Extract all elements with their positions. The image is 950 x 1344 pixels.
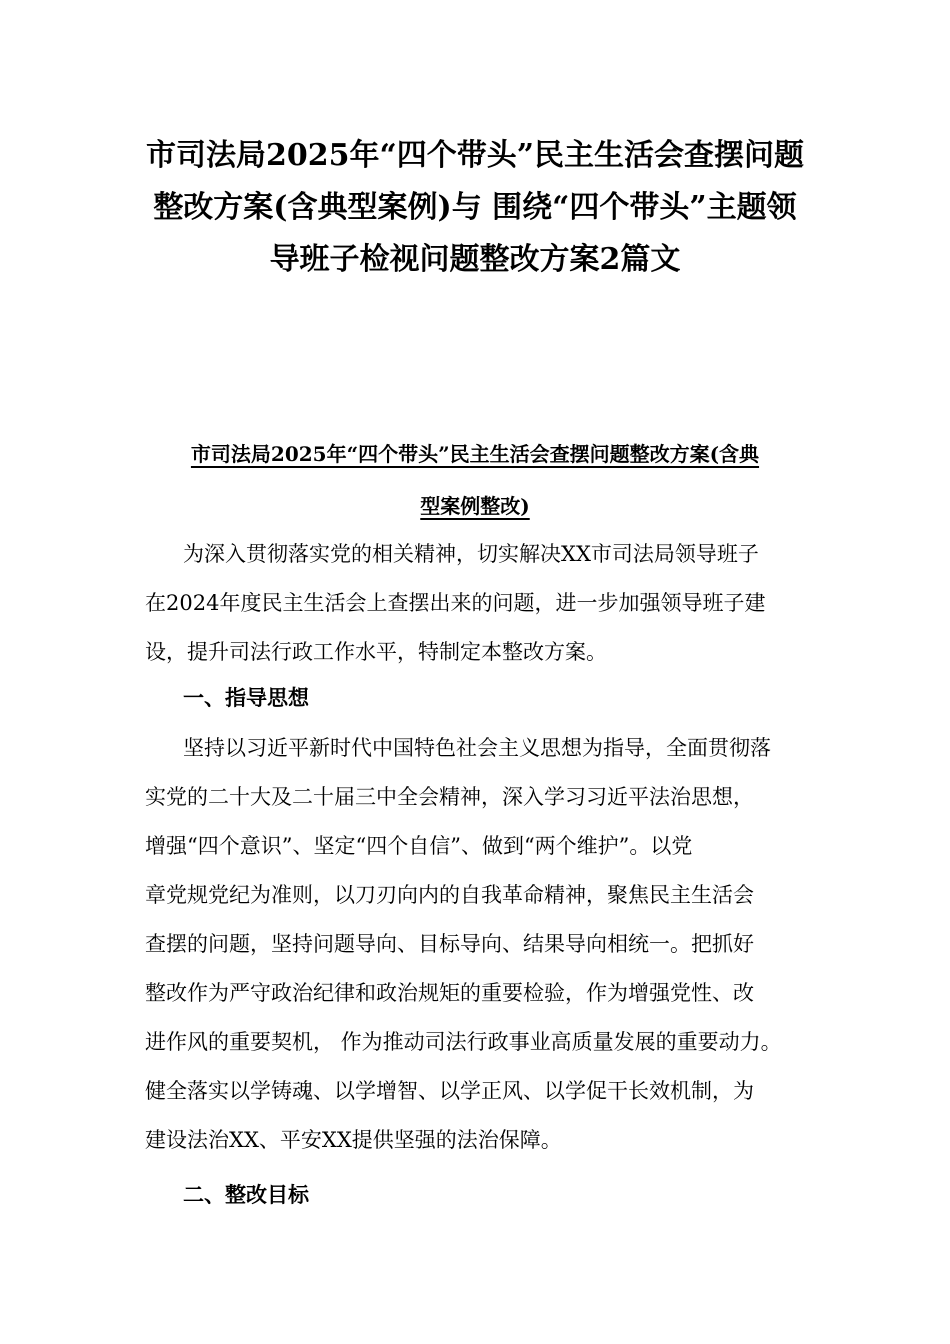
section-subtitle [130, 428, 820, 532]
title-line-2: 整改方案(含典型案例)与 围绕“四个带头”主题领 [153, 190, 797, 225]
section-1-line-8: 健全落实以学铸魂、以学增智、以学正风、以学促干长效机制，为 [145, 1079, 754, 1103]
subtitle-line-1: 市司法局2025年“四个带头”民主生活会查摆问题整改方案(含典 [190, 442, 760, 466]
intro-line-1: 为深入贯彻落实党的相关精神，切实解决XX市司法局领导班子 [183, 542, 759, 566]
section-1-line-4: 章党规党纪为准则，以刀刃向内的自我革命精神，聚焦民主生活会 [145, 883, 754, 907]
section-1-line-3: 增强“四个意识”、坚定“四个自信”、做到“两个维护”。以党 [145, 834, 693, 858]
intro-line-2: 在2024年度民主生活会上查摆出来的问题，进一步加强领导班子建 [145, 591, 766, 615]
section-1-paragraph [145, 724, 825, 1165]
intro-paragraph [145, 530, 825, 677]
intro-line-3: 设，提升司法行政工作水平，特制定本整改方案。 [145, 640, 607, 664]
section-1-line-5: 查摆的问题，坚持问题导向、目标导向、结果导向相统一。把抓好 [145, 932, 754, 956]
subtitle-line-2: 型案例整改) [420, 494, 530, 518]
section-1-line-2: 实党的二十大及二十届三中全会精神，深入学习习近平法治思想， [145, 785, 754, 809]
section-2-heading: 二、整改目标 [183, 1182, 309, 1207]
title-line-3: 导班子检视问题整改方案2篇文 [269, 242, 681, 277]
section-1-line-1: 坚持以习近平新时代中国特色社会主义思想为指导，全面贯彻落 [183, 736, 771, 760]
section-1-line-9: 建设法治XX、平安XX提供坚强的法治保障。 [145, 1128, 562, 1152]
title-line-1: 市司法局2025年“四个带头”民主生活会查摆问题 [145, 138, 804, 173]
section-1-heading: 一、指导思想 [183, 685, 309, 710]
section-1-line-7: 进作风的重要契机， 作为推动司法行政事业高质量发展的重要动力。 [145, 1030, 782, 1054]
section-1-line-6: 整改作为严守政治纪律和政治规矩的重要检验，作为增强党性、改 [145, 981, 754, 1005]
document-title [110, 130, 840, 286]
